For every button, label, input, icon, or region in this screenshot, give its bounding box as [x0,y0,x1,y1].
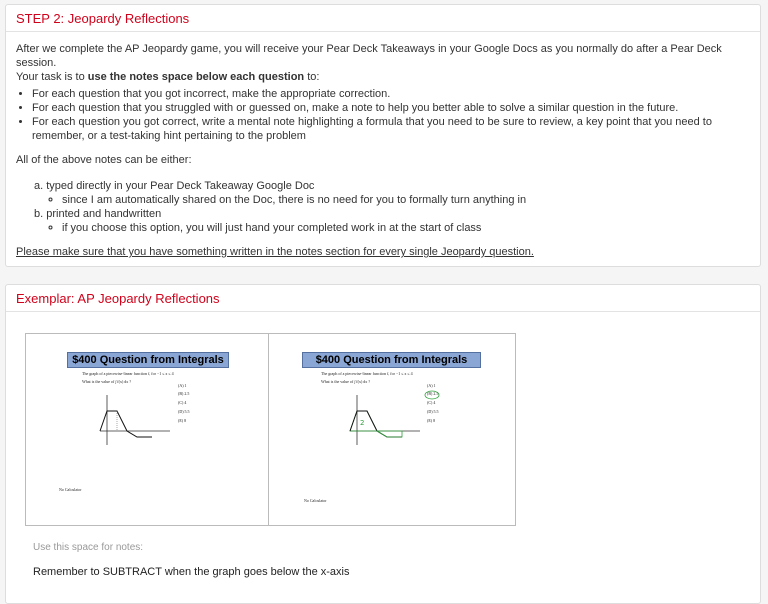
option-b: b. printed and handwritten [34,208,162,220]
answer-circle [424,390,440,400]
choice: (B) 2.5 [178,391,190,396]
choice: (D) 5.5 [427,409,439,414]
annotated-function-graph [342,389,422,449]
svg-text:2: 2 [360,419,365,427]
function-graph [92,389,172,449]
choice: (E) 8 [427,418,436,423]
task-item: • For each question that you got incorrect, make the appropriate correction. [32,87,750,101]
choice: (B) 2.5 [427,391,439,396]
exemplar-title: Exemplar: AP Jeopardy Reflections [16,290,220,306]
choice: (C) 4 [427,400,436,405]
notes-intro: All of the above notes can be either: [16,154,192,166]
choice: (A) 1 [178,383,187,388]
task-item: • For each question you got correct, write a mental note highlighting a formula that you need to be sure to review, a key point that you need to remember, or a test-taking hint pertaining to the problem [32,115,750,143]
step2-card [5,4,761,267]
intro-line-2: Your task is to use the notes space below each question to: [16,71,320,83]
step2-title: STEP 2: Jeopardy Reflections [16,10,190,26]
choice: (D) 5.5 [178,409,190,414]
notes-label: Use this space for notes: [33,542,144,553]
exemplar-header [6,285,760,312]
step2-body [6,32,760,269]
slide-annotated [270,334,512,525]
footer-note: Please make sure that you have something written in the notes section for every single Jeopardy question. [16,246,534,258]
intro-line-1: After we complete the AP Jeopardy game, you will receive your Pear Deck Takeaways in your Google Docs as you normally do after a Pear Deck session. [16,43,722,69]
choice: (C) 4 [178,400,187,405]
task-list [16,87,750,143]
options-list [34,179,750,235]
option-a-detail: ◦ since I am automatically shared on the Doc, there is no need for you to formally turn anything in [62,193,750,207]
notes-input[interactable]: Remember to SUBTRACT when the graph goes below the x-axis [33,566,350,578]
slide-title: $400 Question from Integrals [302,352,481,368]
step2-header [6,5,760,32]
slide-footer: No Calculator [304,498,327,503]
slide-prompt: The graph of a piecewise-linear function f, for −1 ≤ x ≤ 4 [321,371,413,376]
slide-footer: No Calculator [59,487,82,492]
slide-prompt: The graph of a piecewise-linear function f, for −1 ≤ x ≤ 4 [82,371,174,376]
intro-bold: use the notes space below each question [87,71,305,83]
choice: (E) 8 [178,418,187,423]
task-item: • For each question that you struggled with or guessed on, make a note to help you better able to solve a similar question in the future. [32,101,750,115]
slide-question: What is the value of ∫ f(x) dx ? [82,379,132,384]
option-a: a. typed directly in your Pear Deck Takeaway Google Doc [34,180,315,192]
exemplar-slides-table [25,333,516,526]
slide-title: $400 Question from Integrals [67,352,229,368]
option-b-detail: ◦ if you choose this option, you will just hand your completed work in at the start of class [62,221,750,235]
choice: (A) 1 [427,383,436,388]
slide-question: What is the value of ∫ f(x) dx ? [321,379,371,384]
slide-original [26,334,269,525]
